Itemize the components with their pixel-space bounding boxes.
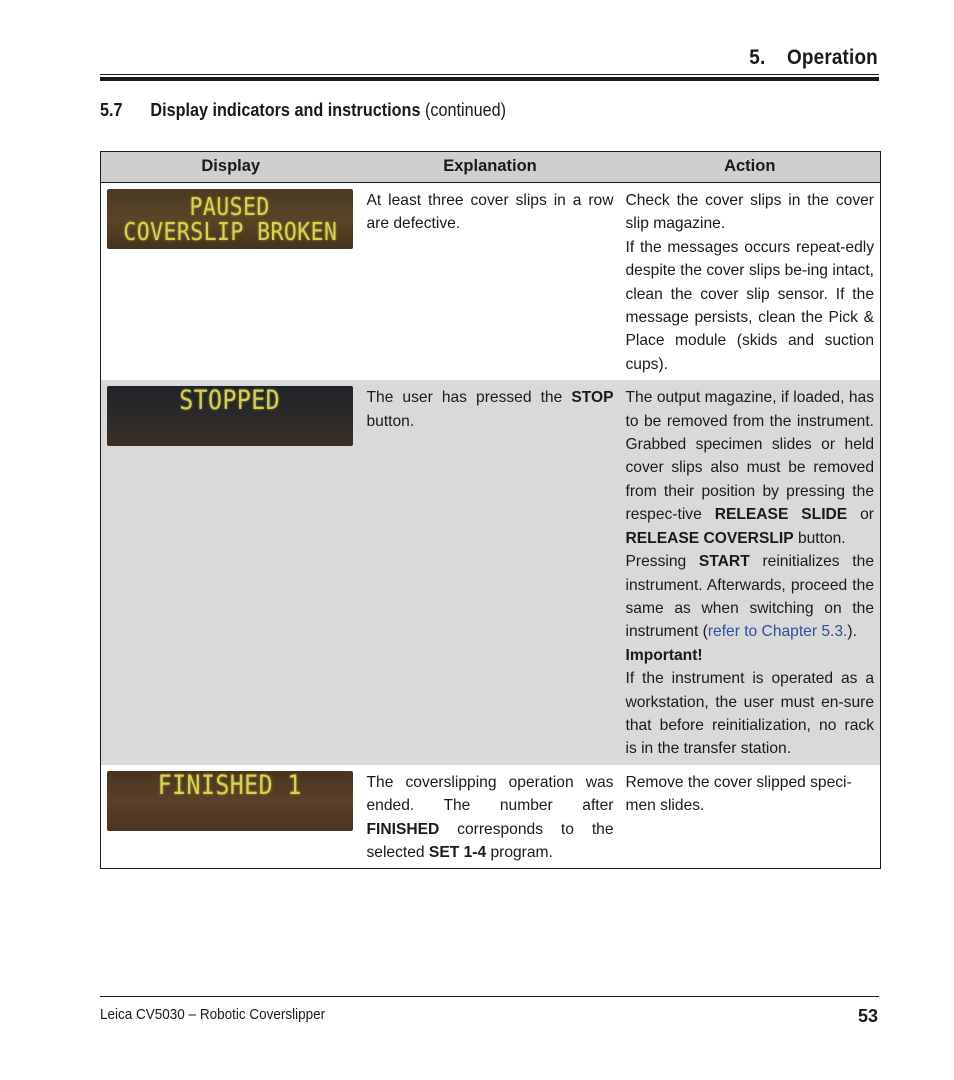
action-text: If the messages occurs repeat-edly despite the cover slips be-ing intact, clean the cover slip sensor. If the message persists, clean the Pick & Place module (skids and suction cups). xyxy=(625,238,874,373)
chapter-name: Operation xyxy=(787,46,878,69)
page-number: 53 xyxy=(857,1006,878,1026)
section-heading xyxy=(100,100,506,121)
display-cell xyxy=(101,380,361,765)
explanation-bold: FINISHED xyxy=(366,820,440,838)
lcd-line: PAUSED xyxy=(189,192,271,221)
explanation-bold: STOP xyxy=(571,389,614,407)
explanation-bold: SET 1-4 xyxy=(428,843,487,861)
action-bold: RELEASE SLIDE xyxy=(714,506,848,524)
action-cell xyxy=(620,380,881,765)
section-continued: (continued) xyxy=(424,100,507,120)
action-paragraph xyxy=(626,550,875,644)
explanation-cell xyxy=(361,380,620,765)
chapter-number: 5. xyxy=(749,46,766,69)
display-indicators-table xyxy=(100,151,881,869)
important-label xyxy=(626,644,875,667)
chapter-title xyxy=(749,46,878,70)
table-row xyxy=(101,765,881,869)
lcd-line: STOPPED xyxy=(179,386,281,417)
chapter-reference-link[interactable]: refer to Chapter 5.3. xyxy=(707,623,848,641)
action-bold: START xyxy=(698,553,750,571)
action-text: Check the cover slips in the cover slip magazine. xyxy=(625,192,874,233)
table-row xyxy=(101,380,881,765)
footer-rule xyxy=(100,996,879,997)
header-rule-thick xyxy=(100,77,879,81)
explanation-cell xyxy=(361,765,620,869)
action-text: Remove the cover slipped speci-men slides. xyxy=(625,773,852,815)
action-cell xyxy=(620,183,881,381)
lcd-line: FINISHED 1 xyxy=(157,770,303,801)
table-header-row xyxy=(101,152,881,183)
column-header-explanation: Explanation xyxy=(361,152,620,183)
action-paragraph xyxy=(626,386,875,550)
table-row xyxy=(101,183,881,381)
important-text: Important! xyxy=(625,646,703,664)
action-bold: RELEASE COVERSLIP xyxy=(625,529,794,547)
action-text: The output magazine, if loaded, has to be removed from the instrument. Grabbed specimen slides or held cover slips also must be removed from their position by pressing the respec-tive xyxy=(625,389,874,524)
column-header-display: Display xyxy=(101,152,361,183)
column-header-action: Action xyxy=(620,152,881,183)
action-text: Pressing xyxy=(625,553,699,571)
lcd-display-image xyxy=(107,386,353,446)
explanation-text: program. xyxy=(486,843,553,861)
action-text: button. xyxy=(793,529,846,547)
explanation-text: The coverslipping operation was ended. The number after xyxy=(366,773,614,815)
lcd-line: COVERSLIP BROKEN xyxy=(123,217,338,246)
explanation-text: The user has pressed the xyxy=(366,389,572,407)
lcd-display-image xyxy=(107,189,353,249)
explanation-text: corresponds to the selected xyxy=(366,820,614,861)
footer-product: Leica CV5030 – Robotic Coverslipper xyxy=(100,1006,326,1023)
explanation-text: button. xyxy=(366,412,415,430)
action-text: or xyxy=(847,506,874,524)
display-cell xyxy=(101,183,361,381)
action-cell xyxy=(620,765,881,869)
action-text: reinitializes the instrument. Afterwards, proceed the same as when switching on the instrument ( xyxy=(625,553,874,641)
lcd-display-image xyxy=(107,771,353,831)
action-text: If the instrument is operated as a workstation, the user must en-sure that before reinitialization, no rack is in the transfer station. xyxy=(625,670,874,758)
header-rule-thin xyxy=(100,74,879,75)
explanation-text: At least three cover slips in a row are defective. xyxy=(366,192,614,233)
section-title: Display indicators and instructions xyxy=(150,100,421,120)
section-number: 5.7 xyxy=(100,100,123,120)
explanation-cell xyxy=(361,183,620,381)
display-cell xyxy=(101,765,361,869)
action-text: ). xyxy=(847,623,857,641)
